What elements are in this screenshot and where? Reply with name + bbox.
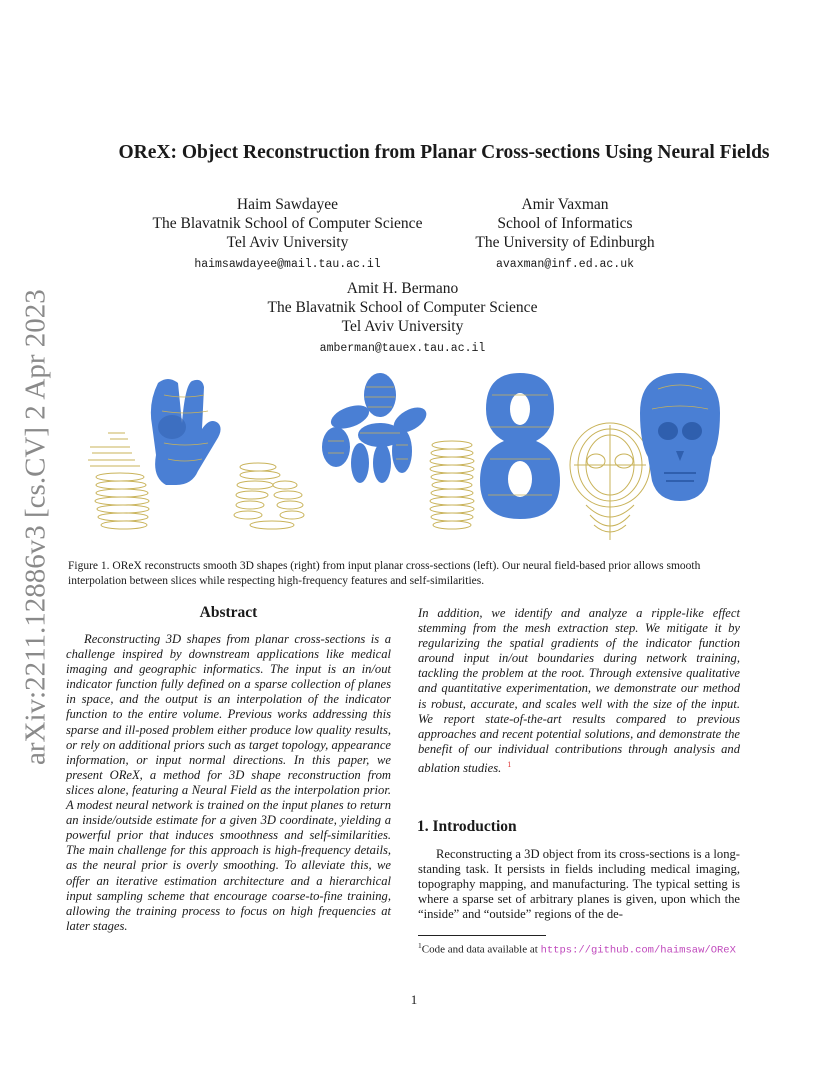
author-block [465,195,665,274]
author-institution: Tel Aviv University [226,234,349,251]
abstract-continued-text: In addition, we identify and analyze a ripple-like effect stemming from the mesh extraction step. We mitigate it by regularizing the spatial gradients of the indicator function around input in/out boundaries during network training, tackling the problem at the root. Through extensive qualitative and quantitative experimentation, we demonstrate our method is robust, accurate, and scales well with the size of the input. We report state-of-the-art results compared to previous approaches and recent potential solutions, and demonstrate the benefit of our individual contributions through analysis and ablation studies. [418,606,740,776]
footnote-text: Code and data available at [421,943,541,956]
author-name: Amit H. Bermano [346,280,459,297]
author-name: Haim Sawdayee [236,196,339,213]
hand-slices [88,433,149,529]
eight-slices [430,441,474,529]
abstract-text-continued [418,606,740,776]
figure-eight-mesh [480,373,560,519]
author-affiliation: School of Informatics [497,215,633,232]
introduction-text: Reconstructing a 3D object from its cross-sections is a long-standing task. It persists in fields including medical imaging, topography mapping, and manufacturing. The typical setting is where a sparse set of arbitrary planes is given, upon which the “inside” and “outside” regions of the de- [418,847,740,922]
skull-slices [570,423,650,540]
author-email[interactable]: amberman@tauex.tau.ac.il [319,342,486,355]
abstract-text: Reconstructing 3D shapes from planar cross-sections is a challenge inspired by downstream applications like medical imaging and geographic informatics. The input is an in/out indicator function fully defined on a sparse collection of planes in space, and the output is an interpolation of the indicator function to the entire volume. Previous works addressing this sparse and ill-posed problem either produce low quality results, or rely on additional priors such as target topology, appearance information, or input normal directions. In this paper, we present OReX, a method for 3D shape reconstruction from slices alone, featuring a Neural Field as the interpolation prior. A modest neural network is trained on the input planes to return an inside/outside estimate for a given 3D coordinate, yielding a powerful prior that induces smoothness and self-similarities. The main challenge for this approach is high-frequency details, as the neural prior is overly smoothing. To alleviate this, we offer an iterative estimation architecture and a hierarchical input sampling scheme that encourage coarse-to-fine training, allowing the training process to focus on high frequencies at later stages. [66,632,391,933]
code-link[interactable]: https://github.com/haimsaw/OReX [540,944,736,957]
author-block [255,279,550,358]
teaser-figure [80,365,750,560]
page-number: 1 [410,992,418,1007]
author-block [140,195,435,274]
balloon-dog-mesh [322,373,431,483]
hand-mesh [151,379,221,485]
introduction-heading: 1. Introduction [417,818,517,835]
footnote [418,939,748,958]
paper-title: OReX: Object Reconstruction from Planar Cross-sections Using Neural Fields [118,142,770,163]
skull-mesh [640,373,720,501]
author-affiliation: The Blavatnik School of Computer Science [152,215,423,232]
author-email[interactable]: avaxman@inf.ed.ac.uk [495,258,635,271]
author-name: Amir Vaxman [521,196,609,213]
footnote-divider [418,935,546,936]
figure-caption: Figure 1. OReX reconstructs smooth 3D shapes (right) from input planar cross-sections (left). Our neural field-based prior allows smooth interpolation between slices while respecting high-frequency features and self-similarities. [68,560,701,587]
footnote-marker[interactable]: 1 [507,759,512,769]
arxiv-identifier: arXiv:2211.12886v3 [cs.CV] 2 Apr 2023 [19,289,52,765]
author-institution: Tel Aviv University [341,318,464,335]
author-affiliation: The Blavatnik School of Computer Science [267,299,538,316]
abstract-heading: Abstract [199,604,258,621]
footnote-number: 1 [418,941,422,950]
author-institution: The University of Edinburgh [475,234,655,251]
author-email[interactable]: haimsawdayee@mail.tau.ac.il [194,258,381,271]
dog-slices [234,463,304,529]
